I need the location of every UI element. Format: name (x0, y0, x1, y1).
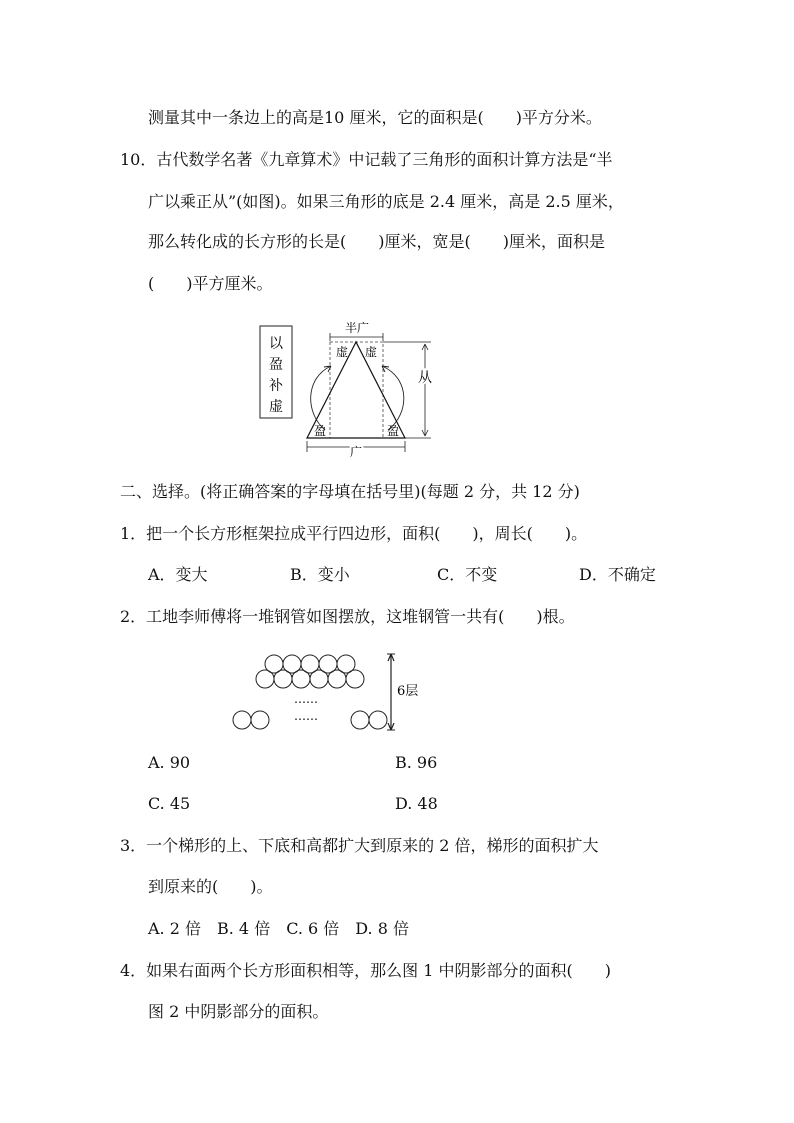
pipes-top-row (265, 655, 355, 673)
half-base-label: 半广 (344, 321, 370, 335)
box-char-1: 以 (269, 336, 283, 352)
xu-label-left: 虚 (335, 345, 349, 359)
q10-line-1: 10．古代数学名著《九章算术》中记载了三角形的面积计算方法是“半 (120, 150, 613, 169)
q2-text: 2．工地李师傅将一堆钢管如图摆放，这堆钢管一共有( )根。 (120, 607, 575, 626)
q1-option-c: C．不变 (437, 565, 498, 584)
q4-line-1: 4．如果右面两个长方形面积相等，那么图 1 中阴影部分的面积( ) (120, 961, 612, 980)
height-label: 从 (418, 370, 432, 386)
q1-text: 1．把一个长方形框架拉成平行四边形，面积( )，周长( )。 (120, 524, 588, 543)
q1-option-a: A．变大 (148, 565, 208, 584)
base-label: 广 (349, 445, 363, 458)
q1-option-d: D．不确定 (579, 565, 656, 584)
layers-label: 6层 (397, 684, 419, 699)
pipes-dots-1: …… (294, 692, 318, 706)
q3-line-2: 到原来的( )。 (148, 877, 273, 896)
xu-label-right: 虚 (364, 345, 378, 359)
section-2-title: 二、选择。(将正确答案的字母填在括号里)(每题 2 分，共 12 分) (120, 482, 580, 501)
q3-options: A. 2 倍 B. 4 倍 C. 6 倍 D. 8 倍 (148, 919, 409, 938)
q10-line-3: 那么转化成的长方形的长是( )厘米，宽是( )厘米，面积是 (148, 232, 605, 251)
q10-line-4: ( )平方厘米。 (148, 274, 273, 293)
pipes-dots-2: …… (294, 709, 318, 723)
q9-tail-text: 测量其中一条边上的高是10 厘米，它的面积是( )平方分米。 (148, 108, 602, 127)
box-char-2: 盈 (269, 357, 283, 373)
q4-line-2: 图 2 中阴影部分的面积。 (148, 1002, 329, 1021)
right-curved-arrow (382, 366, 404, 430)
steel-pipes-figure (228, 648, 438, 738)
q2-option-d: D. 48 (395, 794, 438, 813)
ying-label-left: 盈 (313, 424, 327, 438)
q1-option-b: B．变小 (290, 565, 350, 584)
q2-option-c: C. 45 (148, 794, 191, 813)
q2-option-a: A. 90 (148, 753, 191, 772)
box-char-3: 补 (269, 378, 283, 394)
ying-label-right: 盈 (386, 424, 400, 438)
triangle-area-figure (255, 318, 455, 458)
q10-line-2: 广以乘正从”(如图)。如果三角形的底是 2.4 厘米，高是 2.5 厘米， (148, 192, 624, 211)
q3-line-1: 3．一个梯形的上、下底和高都扩大到原来的 2 倍，梯形的面积扩大 (120, 836, 599, 855)
box-char-4: 虚 (269, 399, 283, 415)
q2-option-b: B. 96 (395, 753, 438, 772)
